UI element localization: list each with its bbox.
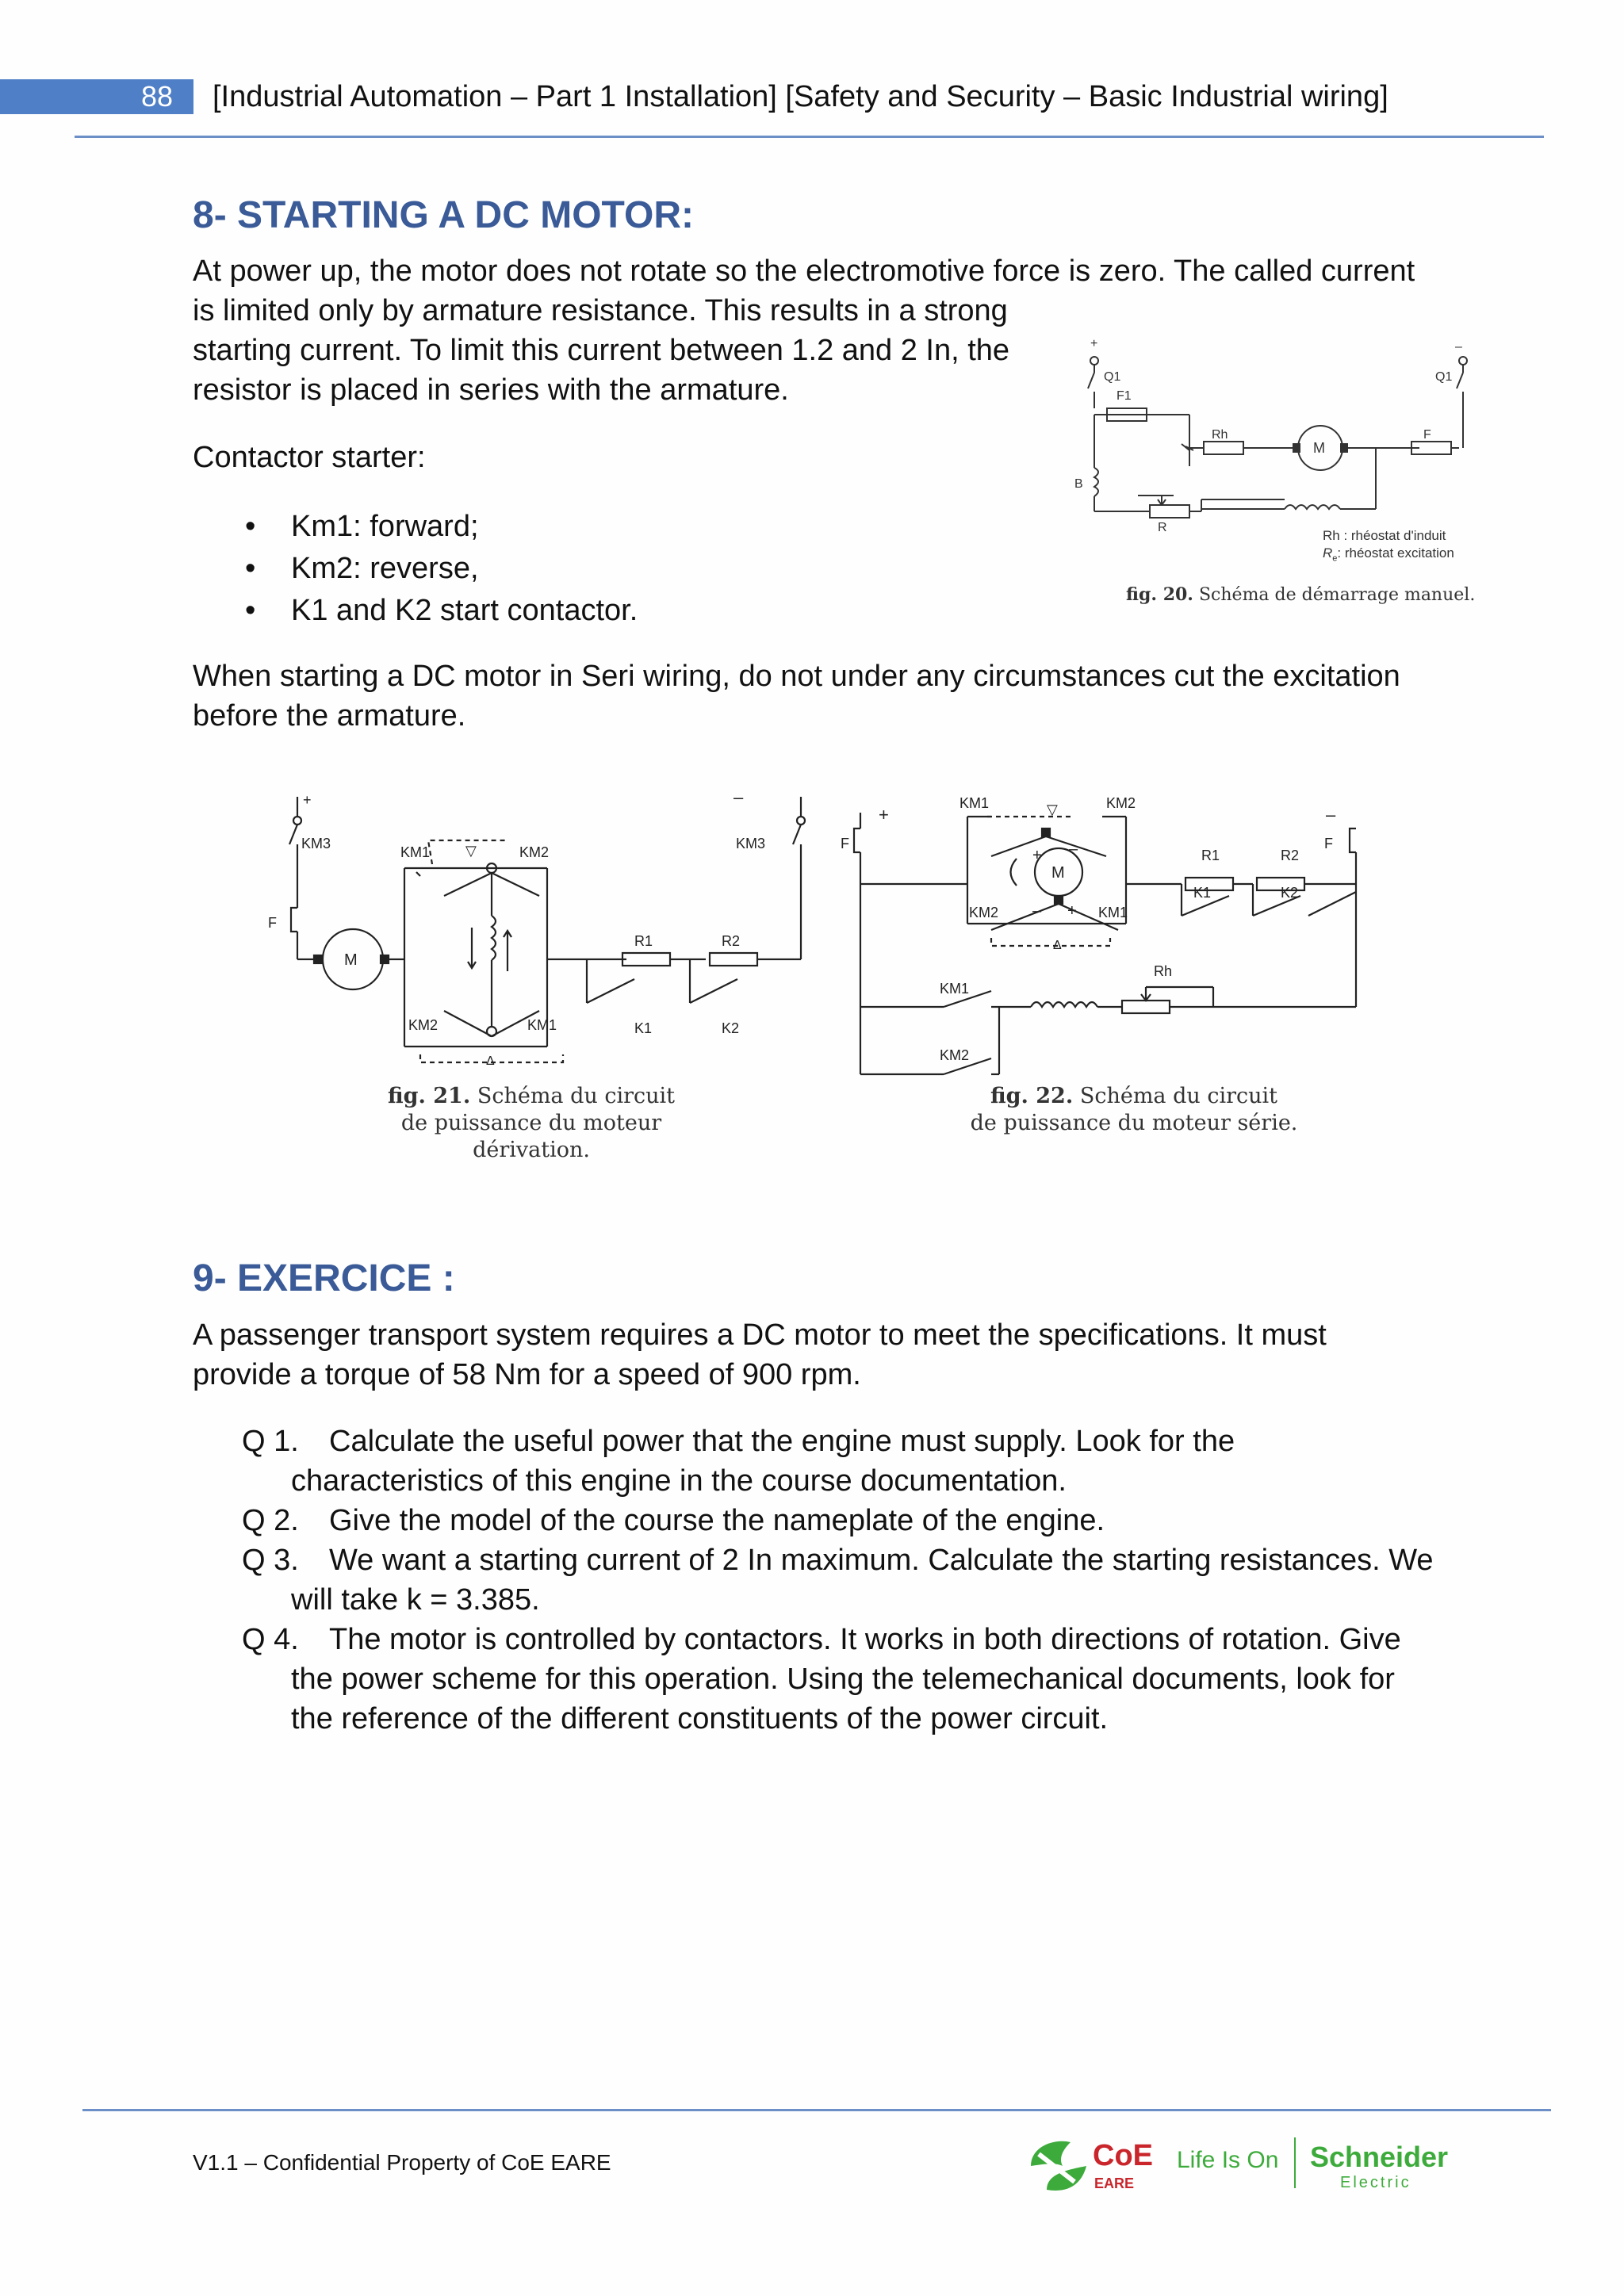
km1-label: KM1 <box>1098 905 1128 920</box>
interlock-triangle: ▽ <box>1047 802 1058 817</box>
f-label: F <box>1423 428 1431 442</box>
section-8-heading: 8- STARTING A DC MOTOR: <box>193 194 694 236</box>
footer-logos <box>1023 2133 1475 2204</box>
contactor-list <box>193 506 638 632</box>
text-line: before the armature. <box>193 699 466 733</box>
rh-label: Rh <box>1154 963 1173 979</box>
text-line: starting current. To limit this current between 1.2 and 2 In, the <box>193 334 1010 367</box>
question-item <box>193 1540 1461 1620</box>
fig-22-diagram <box>833 789 1388 1082</box>
km2-label: KM2 <box>940 1047 970 1063</box>
section-9-heading: 9- EXERCICE : <box>193 1257 455 1299</box>
k2-label: K2 <box>1281 885 1299 901</box>
text-line: resistor is placed in series with the armature. <box>193 373 789 407</box>
fig-21-caption <box>349 1083 714 1164</box>
caption-line: de puissance du moteur dérivation. <box>400 1111 662 1162</box>
question-text: will take k = 3.385. <box>291 1583 540 1617</box>
q1-label: Q1 <box>1435 370 1453 384</box>
f1-label: F1 <box>1116 389 1132 403</box>
question-item <box>193 1501 1461 1540</box>
list-item-text: Km2: reverse, <box>291 552 479 585</box>
fig-22-caption <box>963 1083 1304 1137</box>
text-line: A passenger transport system requires a DC motor to meet the specifications. It must <box>193 1318 1327 1352</box>
question-number: Q 2. <box>242 1504 299 1537</box>
km1-label: KM1 <box>959 795 990 811</box>
k1-label: K1 <box>634 1020 653 1036</box>
life-is-on-text: Life Is On <box>1177 2147 1279 2173</box>
question-item <box>193 1422 1461 1501</box>
interlock-delta: Δ <box>486 1054 495 1068</box>
fig-21-diagram <box>262 789 817 1082</box>
r2-label: R2 <box>1281 848 1300 863</box>
caption-text: Schéma du circuit <box>1079 1084 1278 1108</box>
r1-label: R1 <box>634 933 653 949</box>
text-line: provide a torque of 58 Nm for a speed of 900 rpm. <box>193 1358 861 1391</box>
motor-label: M <box>344 951 358 969</box>
electric-logo-text: Electric <box>1340 2174 1411 2191</box>
section-8-paragraph-2 <box>193 656 1493 736</box>
question-number: Q 3. <box>242 1544 299 1577</box>
header-rule <box>75 136 1544 138</box>
f-label: F <box>841 836 849 851</box>
schneider-logo-text: Schneider <box>1310 2141 1449 2173</box>
coe-logo-text: CoE <box>1093 2139 1153 2172</box>
minus-label: – <box>733 789 744 807</box>
header-title: [Industrial Automation – Part 1 Installation] [Safety and Security – Basic Industrial wiring] <box>213 80 1388 113</box>
question-text: the power scheme for this operation. Using the telemechanical documents, look for <box>291 1663 1395 1696</box>
r2-label: R2 <box>722 933 741 949</box>
interlock-delta: Δ <box>1053 939 1062 952</box>
km2-label: KM2 <box>408 1017 439 1033</box>
plus-label: + <box>879 805 889 825</box>
fig-20-diagram <box>1063 333 1491 618</box>
list-item <box>193 506 638 548</box>
km2-label: KM2 <box>969 905 999 920</box>
caption-number: fig. 20. <box>1126 584 1193 605</box>
caption-number: fig. 21. <box>387 1084 471 1108</box>
caption-line: de puissance du moteur série. <box>970 1111 1298 1135</box>
minus-label: – <box>1455 340 1462 354</box>
list-item-text: K1 and K2 start contactor. <box>291 594 638 627</box>
question-text: the reference of the different constituents of the power circuit. <box>291 1702 1109 1735</box>
km1-label: KM1 <box>940 981 970 997</box>
question-text: Give the model of the course the nameplate of the engine. <box>329 1504 1105 1537</box>
question-list <box>193 1422 1461 1739</box>
text-line: is limited only by armature resistance. This results in a strong <box>193 294 1008 327</box>
km2-label: KM2 <box>1106 795 1136 811</box>
bullet-icon: • <box>245 510 256 543</box>
question-text: Calculate the useful power that the engine must supply. Look for the <box>329 1425 1235 1458</box>
re-label: R <box>1158 521 1167 534</box>
logo-divider <box>1294 2137 1296 2188</box>
legend-rh: Rh : rhéostat d'induit <box>1323 528 1446 543</box>
rh-label: Rh <box>1212 428 1228 442</box>
f-label: F <box>1324 836 1333 851</box>
caption-line <box>349 1083 714 1110</box>
section-9-paragraph <box>193 1315 1477 1395</box>
km2-label: KM2 <box>519 844 550 860</box>
fig-20-legend <box>1323 527 1454 567</box>
footer-text: V1.1 – Confidential Property of CoE EARE <box>193 2150 611 2175</box>
motor-label: M <box>1313 440 1325 456</box>
list-item-text: Km1: forward; <box>291 510 479 543</box>
question-number: Q 4. <box>242 1623 299 1656</box>
eare-logo-text: EARE <box>1094 2175 1135 2191</box>
legend-re: $R_e$: rhéostat excitation <box>1323 545 1454 564</box>
fig-20-caption <box>1126 584 1475 605</box>
contactor-starter-label: Contactor starter: <box>193 441 426 474</box>
legend-re-text: : rhéostat excitation <box>1337 545 1454 561</box>
km1-label: KM1 <box>400 844 431 860</box>
minus-sign: – <box>1069 840 1078 858</box>
km1-label: KM1 <box>527 1017 557 1033</box>
caption-text: Schéma de démarrage manuel. <box>1198 585 1476 605</box>
question-text: The motor is controlled by contactors. It works in both directions of rotation. Give <box>329 1623 1401 1656</box>
minus-label: – <box>1326 805 1336 825</box>
plus-sign: + <box>1032 847 1042 864</box>
interlock-triangle: ▽ <box>465 843 477 859</box>
list-item <box>193 590 638 632</box>
km3-label: KM3 <box>301 836 331 851</box>
plus-label: + <box>303 792 312 808</box>
minus-sign: – <box>1032 902 1042 920</box>
caption-number: fig. 22. <box>990 1084 1074 1108</box>
footer-rule <box>82 2109 1551 2111</box>
caption-text: Schéma du circuit <box>477 1084 676 1108</box>
bullet-icon: • <box>245 552 256 585</box>
k2-label: K2 <box>722 1020 740 1036</box>
motor-label: M <box>1051 864 1065 882</box>
b-label: B <box>1074 477 1083 491</box>
f-label: F <box>268 915 277 931</box>
question-text: characteristics of this engine in the course documentation. <box>291 1464 1067 1498</box>
caption-line <box>963 1083 1304 1110</box>
r1-label: R1 <box>1201 848 1220 863</box>
plus-sign: + <box>1067 902 1077 920</box>
q1-label: Q1 <box>1104 370 1121 384</box>
question-text: We want a starting current of 2 In maximum. Calculate the starting resistances. We <box>329 1544 1434 1577</box>
question-item <box>193 1620 1461 1739</box>
k1-label: K1 <box>1193 885 1212 901</box>
plus-label: + <box>1090 337 1098 350</box>
list-item <box>193 548 638 590</box>
coe-leaf-icon <box>1023 2134 1094 2198</box>
km3-label: KM3 <box>736 836 766 851</box>
bullet-icon: • <box>245 594 256 627</box>
question-number: Q 1. <box>242 1425 299 1458</box>
text-line: When starting a DC motor in Seri wiring, do not under any circumstances cut the excitation <box>193 660 1400 693</box>
text-line: At power up, the motor does not rotate so the electromotive force is zero. The called current <box>193 254 1415 288</box>
page-number: 88 <box>0 79 193 114</box>
